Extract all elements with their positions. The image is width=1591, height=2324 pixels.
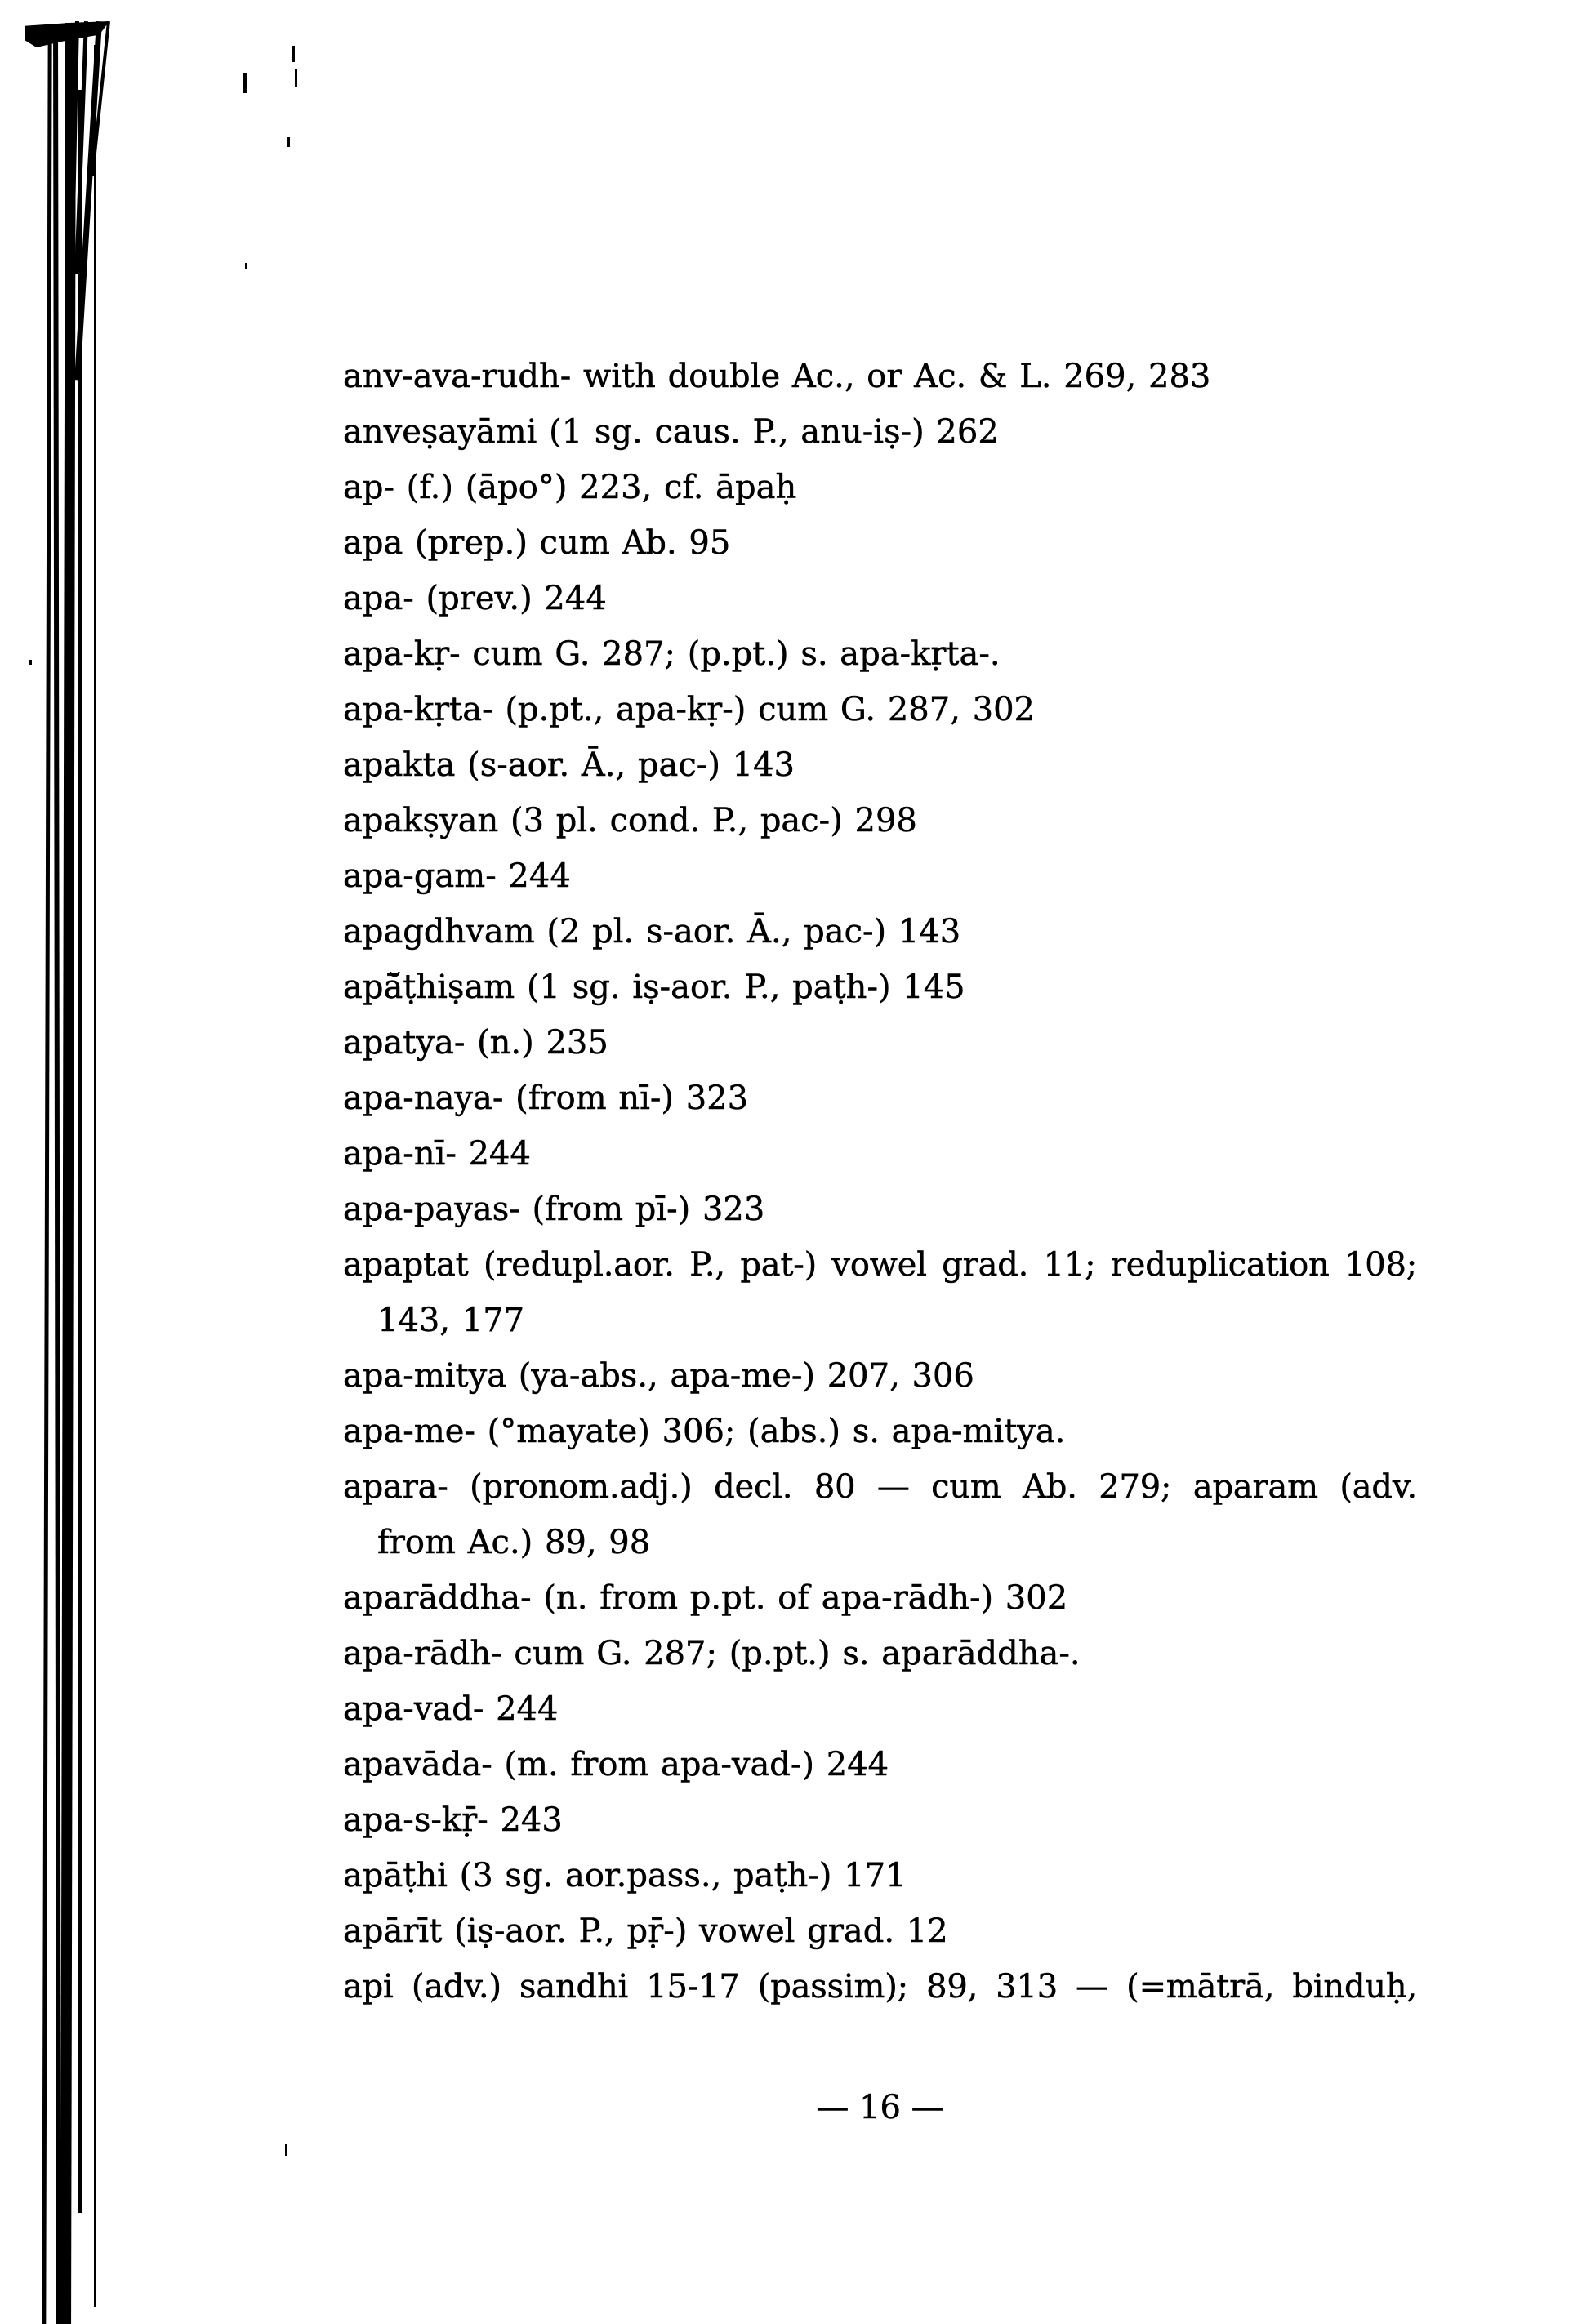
index-line: apāṭhi (3 sg. aor.pass., paṭh-) 171 [343, 1857, 907, 1894]
scan-speck [292, 46, 295, 62]
index-line: apa-mitya (ya-abs., apa-me-) 207, 306 [343, 1357, 974, 1395]
index-line: apa-kṛ- cum G. 287; (p.pt.) s. apa-kṛta-. [343, 635, 1001, 673]
page-number: — 16 — [816, 2089, 944, 2126]
index-line: apa-naya- (from nī-) 323 [343, 1080, 749, 1117]
scan-speck [295, 69, 297, 87]
index-line: apaptat (redupl.aor. P., pat-) vowel grad. 11; reduplication 108; [343, 1246, 1417, 1284]
index-line: apa-payas- (from pī-) 323 [343, 1191, 765, 1228]
index-lines [343, 349, 1417, 2015]
index-line: apavāda- (m. from apa-vad-) 244 [343, 1746, 889, 1783]
index-line: api (adv.) sandhi 15-17 (passim); 89, 313 — (=mātrā, binduḥ, [343, 1968, 1417, 2006]
index-line: anveṣayāmi (1 sg. caus. P., anu-iṣ-) 262 [343, 413, 999, 451]
index-line: apara- (pronom.adj.) decl. 80 — cum Ab. 279; aparam (adv. [343, 1468, 1417, 1506]
index-line: aparāddha- (n. from p.pt. of apa-rādh-) 302 [343, 1579, 1068, 1617]
scan-speck [287, 137, 290, 147]
index-line: apa-rādh- cum G. 287; (p.pt.) s. aparāddha-. [343, 1635, 1081, 1672]
index-line: apa- (prev.) 244 [343, 580, 607, 617]
scan-speck [285, 2144, 287, 2156]
index-line: apa-kṛta- (p.pt., apa-kṛ-) cum G. 287, 302 [343, 691, 1035, 728]
scan-streak [53, 36, 61, 2324]
scan-streak [78, 90, 82, 2213]
index-line: apa-gam- 244 [343, 857, 571, 895]
index-line: apa-me- (°mayate) 306; (abs.) s. apa-mitya. [343, 1413, 1066, 1450]
index-line: ap- (f.) (āpo°) 223, cf. āpaḥ [343, 469, 797, 506]
index-line: apakṣyan (3 pl. cond. P., pac-) 298 [343, 802, 917, 839]
index-line: apa-vad- 244 [343, 1690, 559, 1728]
index-line: apārīt (iṣ-aor. P., pṝ-) vowel grad. 12 [343, 1912, 948, 1950]
index-line: apa-nī- 244 [343, 1135, 531, 1173]
index-line: apagdhvam (2 pl. s-aor. Ā., pac-) 143 [343, 913, 961, 951]
index-line: apa (prep.) cum Ab. 95 [343, 524, 731, 562]
scan-speck [245, 263, 247, 269]
index-line: anv-ava-rudh- with double Ac., or Ac. & L. 269, 283 [343, 358, 1211, 395]
index-line: 143, 177 [377, 1302, 525, 1339]
scan-streak [42, 26, 51, 2324]
index-line: apa-s-kṝ- 243 [343, 1801, 563, 1839]
index-line: apatya- (n.) 235 [343, 1024, 608, 1062]
index-line: from Ac.) 89, 98 [377, 1524, 651, 1561]
scan-speck [29, 660, 32, 665]
index-line: apā̆ṭhiṣam (1 sg. iṣ-aor. P., paṭh-) 145 [343, 968, 965, 1006]
scan-streak-dashed [94, 45, 96, 2307]
index-line: apakta (s-aor. Ā., pac-) 143 [343, 746, 795, 784]
scan-speck [243, 73, 247, 93]
